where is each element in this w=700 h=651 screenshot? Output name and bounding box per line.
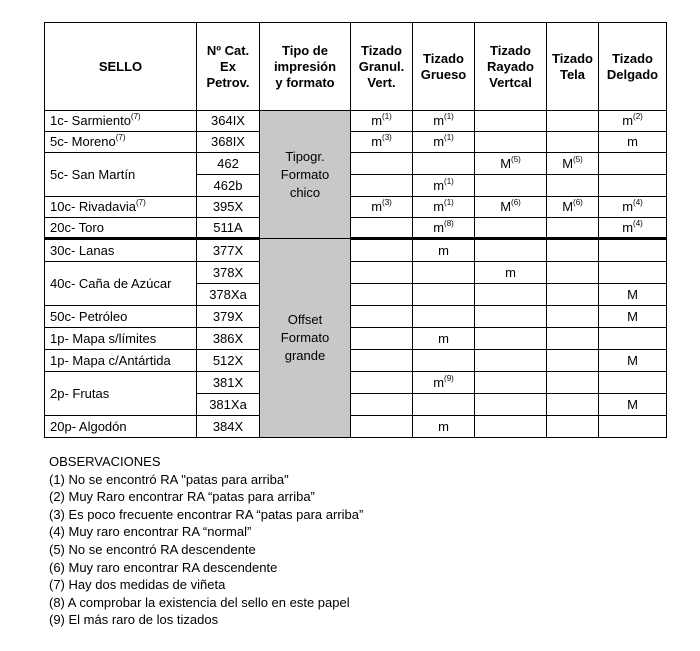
table-row	[45, 350, 667, 372]
cell-cat: 377X	[197, 239, 260, 262]
observacion-item: (6) Muy raro encontrar RA descendente	[49, 559, 278, 575]
cell-tela	[547, 262, 599, 284]
footnote-ref: (7)	[130, 112, 141, 121]
cell-gran	[351, 350, 413, 372]
table-row	[45, 153, 667, 175]
cell-gran	[351, 175, 413, 197]
cell-gran: $m^{(3)}$	[351, 197, 413, 218]
cell-sello: 10c- Rivadavia$^{(7)}$	[45, 197, 197, 218]
table-row	[45, 197, 667, 218]
cell-delgado	[599, 262, 667, 284]
table-row	[45, 132, 667, 153]
cell-gran: $m^{(3)}$	[351, 132, 413, 153]
table-row	[45, 306, 667, 328]
cell-grueso: m	[413, 328, 475, 350]
cell-delgado	[599, 372, 667, 394]
footnote-ref: (1)	[382, 112, 392, 121]
header-delgado: Tizado Delgado	[599, 23, 667, 111]
cell-rayado	[475, 175, 547, 197]
footnote-ref: (3)	[382, 198, 392, 207]
footnote-ref: (8)	[444, 218, 454, 228]
cell-cat: 462	[197, 153, 260, 175]
header-tela: Tizado Tela	[547, 23, 599, 111]
cell-cat: 379X	[197, 306, 260, 328]
footnote-ref: (9)	[444, 373, 454, 383]
cell-gran	[351, 372, 413, 394]
cell-grueso: $m^{(1)}$	[413, 175, 475, 197]
footnote-ref: (1)	[444, 133, 454, 142]
cell-gran	[351, 328, 413, 350]
cell-tela	[547, 416, 599, 438]
cell-gran	[351, 394, 413, 416]
cell-sello: 1p- Mapa c/Antártida	[45, 350, 197, 372]
group-offset: Offset Formato grande	[260, 239, 351, 438]
cell-grueso: m	[413, 416, 475, 438]
cell-sello: 50c- Petróleo	[45, 306, 197, 328]
header-sello: SELLO	[45, 23, 197, 111]
cell-cat: 386X	[197, 328, 260, 350]
cell-grueso: $m^{(1)}$	[413, 111, 475, 132]
cell-cat: 512X	[197, 350, 260, 372]
header-granul: Tizado Granul. Vert.	[351, 23, 413, 111]
cell-tela	[547, 350, 599, 372]
observacion-item: (8) A comprobar la existencia del sello en este papel	[49, 594, 350, 610]
table-row	[45, 218, 667, 239]
cell-delgado	[599, 416, 667, 438]
cell-delgado	[599, 153, 667, 175]
cell-sello: 30c- Lanas	[45, 239, 197, 262]
cell-rayado	[475, 306, 547, 328]
cell-gran	[351, 416, 413, 438]
cell-cat: 368IX	[197, 132, 260, 153]
header-row	[45, 23, 667, 111]
cell-tela	[547, 175, 599, 197]
header-tipo: Tipo de impresión y formato	[260, 23, 351, 111]
cell-sello: 2p- Frutas	[45, 372, 197, 416]
footnote-ref: (5)	[573, 154, 583, 164]
cell-grueso: m	[413, 239, 475, 262]
cell-gran	[351, 218, 413, 239]
cell-tela	[547, 328, 599, 350]
cell-rayado	[475, 239, 547, 262]
cell-rayado	[475, 284, 547, 306]
cell-tela: $M^{(6)}$	[547, 197, 599, 218]
observacion-item: (5) No se encontró RA descendente	[49, 541, 256, 557]
cell-cat: 462b	[197, 175, 260, 197]
cell-cat: 511A	[197, 218, 260, 239]
cell-delgado: M	[599, 394, 667, 416]
cell-sello: 20p- Algodón	[45, 416, 197, 438]
observacion-item: (9) El más raro de los tizados	[49, 612, 219, 628]
cell-tela	[547, 111, 599, 132]
cell-grueso	[413, 284, 475, 306]
cell-rayado: $M^{(5)}$	[475, 153, 547, 175]
cell-tela: $M^{(5)}$	[547, 153, 599, 175]
header-grueso: Tizado Grueso	[413, 23, 475, 111]
cell-gran	[351, 284, 413, 306]
table-row	[45, 328, 667, 350]
cell-cat: 378Xa	[197, 284, 260, 306]
cell-grueso: $m^{(1)}$	[413, 197, 475, 218]
cell-sello: 5c- Moreno$^{(7)}$	[45, 132, 197, 153]
header-rayado: Tizado Rayado Vertcal	[475, 23, 547, 111]
cell-delgado	[599, 328, 667, 350]
cell-grueso	[413, 394, 475, 416]
footnote-ref: (3)	[382, 133, 392, 142]
cell-delgado	[599, 239, 667, 262]
observacion-item: (2) Muy Raro encontrar RA “patas para arriba”	[49, 489, 315, 505]
observaciones	[49, 453, 363, 629]
cell-rayado	[475, 328, 547, 350]
table-row	[45, 372, 667, 394]
cell-grueso	[413, 262, 475, 284]
observacion-item: (4) Muy raro encontrar RA “normal”	[49, 524, 252, 540]
cell-tela	[547, 306, 599, 328]
footnote-ref: (2)	[633, 112, 643, 121]
cell-delgado: M	[599, 306, 667, 328]
cell-tela	[547, 394, 599, 416]
cell-rayado	[475, 218, 547, 239]
cell-gran	[351, 239, 413, 262]
cell-cat: 395X	[197, 197, 260, 218]
cell-cat: 381X	[197, 372, 260, 394]
cell-cat: 378X	[197, 262, 260, 284]
cell-grueso	[413, 350, 475, 372]
cell-grueso: $m^{(8)}$	[413, 218, 475, 239]
cell-delgado: M	[599, 284, 667, 306]
cell-rayado	[475, 132, 547, 153]
cell-delgado: M	[599, 350, 667, 372]
cell-delgado: m	[599, 132, 667, 153]
cell-tela	[547, 284, 599, 306]
cell-gran	[351, 262, 413, 284]
cell-delgado: $m^{(4)}$	[599, 197, 667, 218]
cell-grueso: $m^{(1)}$	[413, 132, 475, 153]
cell-grueso: $m^{(9)}$	[413, 372, 475, 394]
cell-gran	[351, 306, 413, 328]
cell-sello: 40c- Caña de Azúcar	[45, 262, 197, 306]
cell-cat: 381Xa	[197, 394, 260, 416]
footnote-ref: (1)	[444, 198, 454, 207]
stamps-table	[44, 22, 667, 438]
cell-gran	[351, 153, 413, 175]
footnote-ref: (1)	[444, 176, 454, 186]
cell-cat: 384X	[197, 416, 260, 438]
footnote-ref: (7)	[115, 133, 126, 142]
cell-delgado: $m^{(4)}$	[599, 218, 667, 239]
cell-sello: 1c- Sarmiento$^{(7)}$	[45, 111, 197, 132]
cell-rayado	[475, 394, 547, 416]
footnote-ref: (6)	[573, 198, 583, 207]
footnote-ref: (4)	[633, 198, 643, 207]
cell-tela	[547, 218, 599, 239]
cell-sello: 5c- San Martín	[45, 153, 197, 197]
footnote-ref: (1)	[444, 112, 454, 121]
cell-cat: 364IX	[197, 111, 260, 132]
cell-delgado: $m^{(2)}$	[599, 111, 667, 132]
cell-sello: 1p- Mapa s/límites	[45, 328, 197, 350]
footnote-ref: (6)	[511, 198, 521, 207]
cell-sello: 20c- Toro	[45, 218, 197, 239]
cell-rayado	[475, 111, 547, 132]
cell-tela	[547, 132, 599, 153]
footnote-ref: (4)	[633, 218, 643, 228]
observaciones-title: OBSERVACIONES	[49, 454, 161, 469]
cell-grueso	[413, 306, 475, 328]
observacion-item: (1) No se encontró RA "patas para arriba"	[49, 471, 289, 487]
table-row	[45, 262, 667, 284]
cell-tela	[547, 372, 599, 394]
observacion-item: (7) Hay dos medidas de viñeta	[49, 577, 226, 593]
table-row	[45, 416, 667, 438]
table-row	[45, 239, 667, 262]
footnote-ref: (7)	[136, 198, 146, 207]
cell-rayado: $M^{(6)}$	[475, 197, 547, 218]
header-cat: Nº Cat. Ex Petrov.	[197, 23, 260, 111]
cell-gran: $m^{(1)}$	[351, 111, 413, 132]
cell-rayado	[475, 372, 547, 394]
cell-grueso	[413, 153, 475, 175]
cell-tela	[547, 239, 599, 262]
cell-rayado	[475, 350, 547, 372]
cell-rayado: m	[475, 262, 547, 284]
cell-delgado	[599, 175, 667, 197]
group-tipogr: Tipogr. Formato chico	[260, 111, 351, 239]
observacion-item: (3) Es poco frecuente encontrar RA “patas para arriba”	[49, 506, 364, 522]
table-row	[45, 111, 667, 132]
cell-rayado	[475, 416, 547, 438]
footnote-ref: (5)	[511, 154, 521, 164]
